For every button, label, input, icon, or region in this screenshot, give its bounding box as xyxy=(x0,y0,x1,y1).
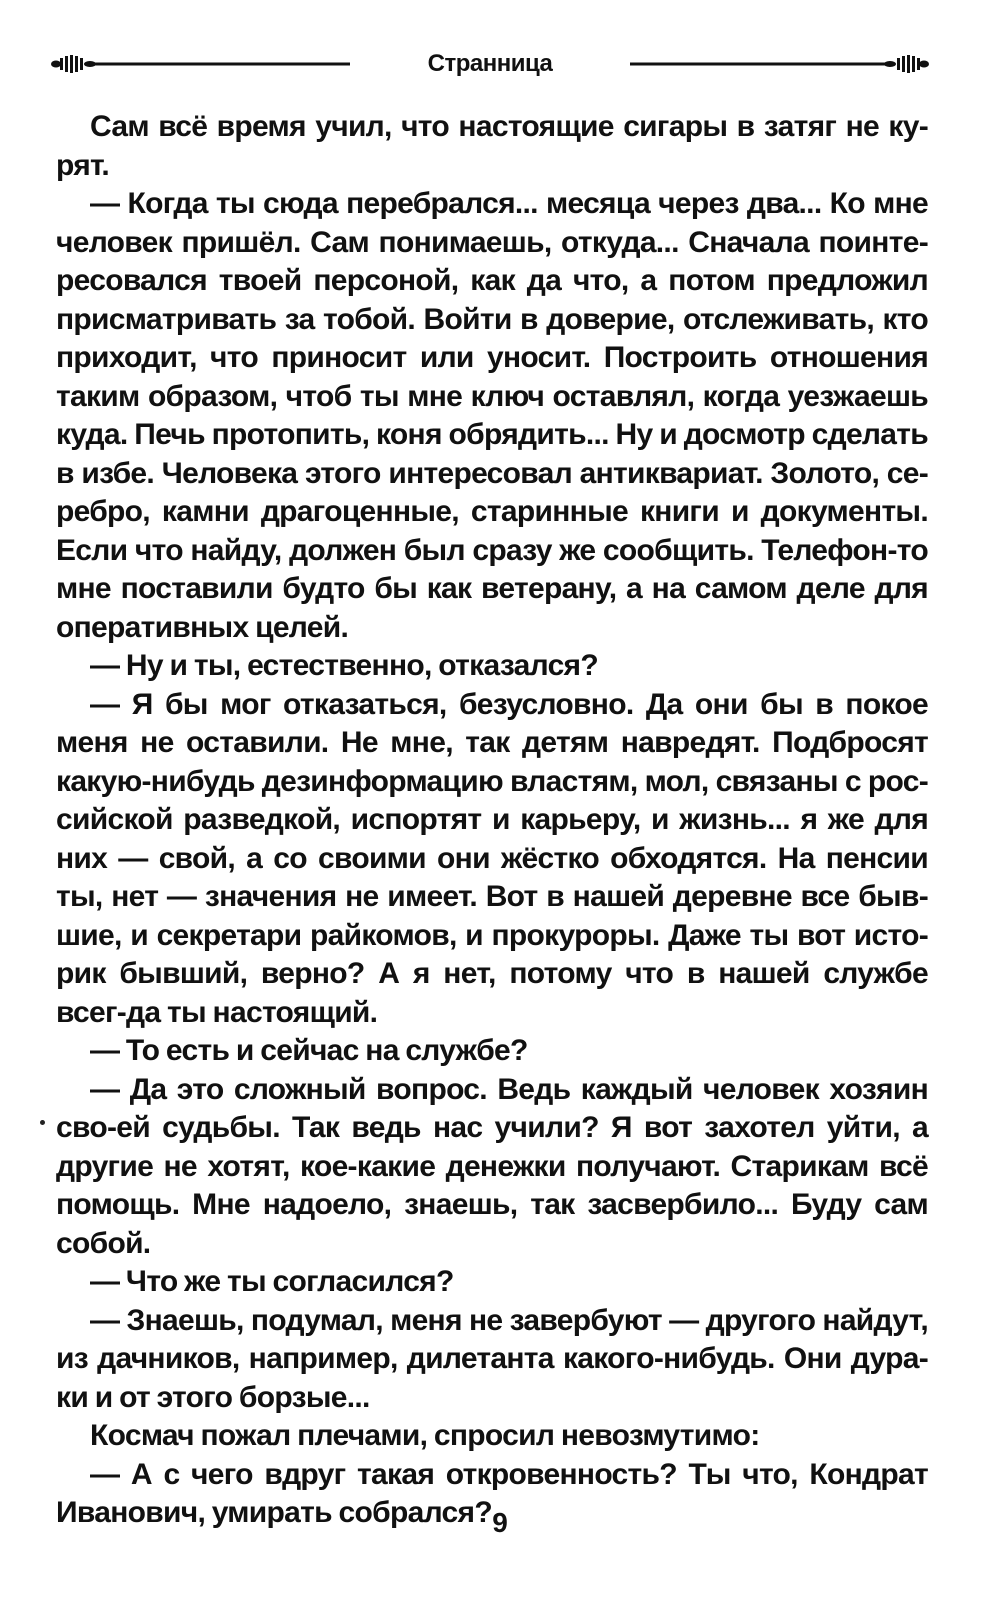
paragraph: — Я бы мог отказаться, безусловно. Да они бы в покое меня не оставили. Не мне, так детям навредят. Подбросят какую-нибудь дезинформацию властям, мол, связаны с рос-сийской разведкой, испортят и карьеру, и жизнь... я же для них — свой, а со своими они жёстко обходятся. На пенсии ты, нет — значения не имеет. Вот в нашей деревне все быв-шие, и секретари райкомов, и прокуроры. Даже ты вот исто-рик бывший, верно? А я нет, потому что в нашей службе всег-да ты настоящий. xyxy=(56,687,928,1029)
page-number: 9 xyxy=(492,1507,508,1538)
ornament-rule-right-icon xyxy=(630,52,930,76)
body-text xyxy=(56,108,928,1533)
paragraph: — Знаешь, подумал, меня не завербуют — другого найдут, из дачников, например, дилетанта какого-нибудь. Они дура-ки и от этого борзые... xyxy=(56,1303,928,1414)
paragraph: — А с чего вдруг такая откровенность? Ты что, Кондрат Иванович, умирать собрался? xyxy=(56,1457,928,1529)
running-title: Странница xyxy=(427,50,553,77)
paragraph: — Что же ты согласился? xyxy=(90,1265,454,1298)
paragraph: Сам всё время учил, что настоящие сигары в затяг не ку-рят. xyxy=(56,110,928,182)
page-header xyxy=(50,46,930,86)
paragraph: — Когда ты сюда перебрался... месяца через два... Ко мне человек пришёл. Сам понимаешь, откуда... Сначала поинте-ресовался твоей персоной, как да что, а потом предложил присматривать за тобой. Войти в доверие, отслеживать, кто приходит, что приносит или уносит. Построить отношения таким образом, чтоб ты мне ключ оставлял, когда уезжаешь куда. Печь протопить, коня обрядить... Ну и досмотр сделать в избе. Человека этого интересовал антиквариат. Золото, се-ребро, камни драгоценные, старинные книги и документы. Если что найду, должен был сразу же сообщить. Телефон-то мне поставили будто бы как ветерану, а на самом деле для оперативных целей. xyxy=(56,187,928,644)
paragraph: Космач пожал плечами, спросил невозмутимо: xyxy=(90,1419,760,1452)
paragraph: — Ну и ты, естественно, отказался? xyxy=(90,649,598,682)
paragraph: — Да это сложный вопрос. Ведь каждый человек хозяин сво-ей судьбы. Так ведь нас учили? Я вот захотел уйти, а другие не хотят, кое-какие денежки получают. Старикам всё помощь. Мне надоело, знаешь, так засвербило... Буду сам собой. xyxy=(56,1072,928,1260)
paragraph: — То есть и сейчас на службе? xyxy=(90,1034,528,1067)
margin-speck xyxy=(40,1120,45,1125)
